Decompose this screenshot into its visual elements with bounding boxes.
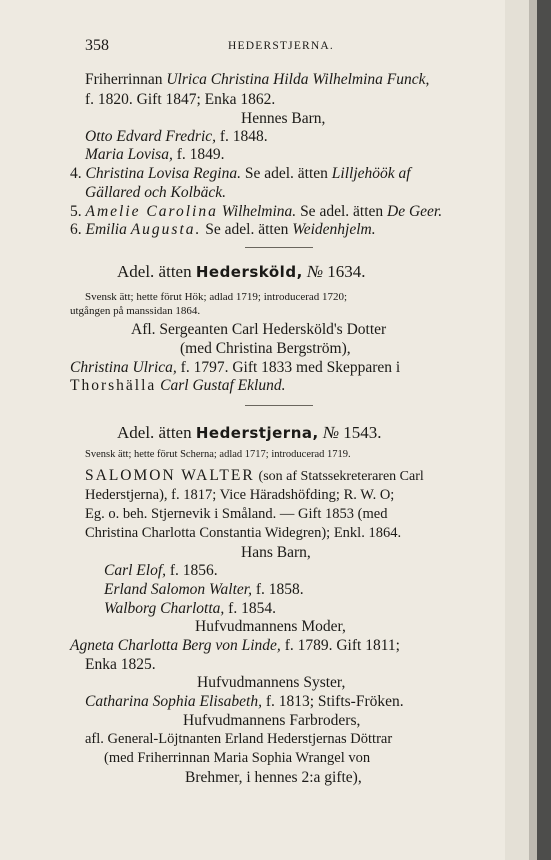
text-line: SALOMON WALTER (son af Statssekreteraren Carl [85,467,424,484]
text-line: Otto Edvard Fredric, f. 1848. [85,128,268,145]
divider [245,405,313,406]
text-line: f. 1820. Gift 1847; Enka 1862. [85,91,276,108]
text-line: Catharina Sophia Elisabeth, f. 1813; Stifts-Fröken. [85,693,404,710]
text-line: 6. Emilia Augusta. Se adel. ätten Weidenhjelm. [70,221,376,238]
text-line: Erland Salomon Walter, f. 1858. [104,581,304,598]
subheading: Hennes Barn, [241,110,326,127]
text-line: Carl Elof, f. 1856. [104,562,218,579]
text-line: Maria Lovisa, f. 1849. [85,146,225,163]
section-title: Adel. ätten Hederstjerna, № 1543. [117,423,382,442]
text-line: (med Christina Bergström), [180,340,351,357]
page-edge-shadow [529,0,537,860]
text-line: afl. General-Löjtnanten Erland Hederstjernas Döttrar [85,731,393,747]
text-line: Afl. Sergeanten Carl Hedersköld's Dotter [131,321,387,338]
text-line: Brehmer, i hennes 2:a gifte), [185,769,362,786]
text-line: 4. Christina Lovisa Regina. Se adel. ätten Lilljehöök af [70,165,411,182]
subheading: Hufvudmannens Syster, [197,674,346,691]
divider [245,247,313,248]
subheading: Hans Barn, [241,544,311,561]
text-line: Svensk ätt; hette förut Scherna; adlad 1717; introducerad 1719. [85,449,351,460]
text-line: Christina Ulrica, f. 1797. Gift 1833 med Skepparen i [70,359,401,376]
text-line: Walborg Charlotta, f. 1854. [104,600,276,617]
text-line: Eg. o. beh. Stjernevik i Småland. — Gift 1853 (med [85,506,388,522]
text-line: Thorshälla Carl Gustaf Eklund. [70,377,286,394]
text-line: 5. Amelie Carolina Wilhelmina. Se adel. ätten De Geer. [70,203,443,220]
running-title: HEDERSTJERNA. [228,40,335,52]
text-line: Hederstjerna), f. 1817; Vice Häradshöfding; R. W. O; [85,487,395,503]
text-line: Agneta Charlotta Berg von Linde, f. 1789. Gift 1811; [70,637,400,654]
page-edge [505,0,529,860]
book-binding-background [537,0,551,860]
text-line: (med Friherrinnan Maria Sophia Wrangel von [104,750,371,766]
page-number: 358 [85,37,109,54]
text-line: utgången på manssidan 1864. [70,305,201,317]
text-line: Christina Charlotta Constantia Widegren); Enkl. 1864. [85,525,402,541]
text-line: Gällared och Kolbäck. [85,184,227,201]
text-line: Svensk ätt; hette förut Hök; adlad 1719; introducerad 1720; [85,291,348,303]
text-line: Enka 1825. [85,656,156,673]
text-line: Friherrinnan Ulrica Christina Hilda Wilhelmina Funck, [85,71,430,88]
subheading: Hufvudmannens Moder, [195,618,346,635]
subheading: Hufvudmannens Farbroders, [183,712,361,729]
section-title: Adel. ätten Hedersköld, № 1634. [117,262,366,281]
